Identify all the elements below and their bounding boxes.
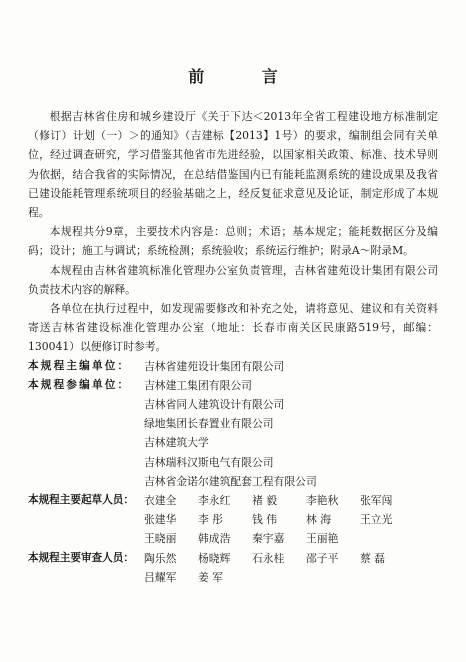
drafter-name: 李 彤: [198, 513, 224, 527]
reviewer-name: 吕耀军: [144, 570, 177, 584]
reviewers-label: 本规程主要审查人员：: [28, 551, 134, 564]
co-editor-org: 吉林省金诺尔建筑配套工程有限公司: [144, 474, 317, 488]
paragraph-contents: 本规程共分9章，主要技术内容是：总则；术语；基本规定；能耗数据区分及编码；设计；施工与调试；系统检测；系统验收；系统运行维护；附录A～附录M。: [28, 225, 438, 258]
reviewer-name: 邵子平: [306, 551, 339, 565]
co-editor-org: 绿地集团长春置业有限公司: [144, 417, 274, 431]
co-editors-label: 本规程参编单位：: [28, 378, 131, 391]
reviewer-name: 姜 军: [198, 570, 224, 584]
co-editor-org: 吉林建工集团有限公司: [144, 378, 252, 392]
drafter-name: 韩成浩: [198, 532, 231, 546]
chief-editor-org: 吉林省建苑设计集团有限公司: [144, 359, 285, 373]
chief-editor-row: [28, 357, 438, 376]
drafter-name: 王丽艳: [306, 532, 339, 546]
drafter-name: 张军闯: [360, 494, 393, 508]
drafter-name: 褚 毅: [252, 494, 278, 508]
drafter-name: 秦宇嘉: [252, 532, 285, 546]
co-editors-row: [28, 376, 438, 491]
drafter-name: 王晓丽: [144, 532, 177, 546]
paragraph-management: 本规程由吉林省建筑标准化管理办公室负责管理，吉林省建苑设计集团有限公司负责技术内容的解释。: [28, 263, 438, 296]
reviewer-name: 杨晓辉: [198, 551, 231, 565]
reviewer-name: 石永桂: [252, 551, 285, 565]
preface-body: [28, 107, 438, 587]
paragraph-mandate: 根据吉林省住房和城乡建设厅《关于下达＜2013年全省工程建设地方标准制定（修订）计划（一）＞的通知》（吉建标【2013】1号）的要求，编制组会同有关单位，经过调查研究，学习借鉴其他省市先进经验，以国家相关政策、标准、技术导则为依据，结合我省的实际情况，在总结借鉴国内已有能耗监测系统的建设成果及我省已建设能耗管理系统项目的经验基础之上，经反复征求意见及论证，制定形成了本规程。: [28, 110, 438, 220]
drafters-row: [28, 491, 438, 549]
page-title: 前 言: [188, 67, 304, 86]
reviewers-row: [28, 549, 438, 587]
co-editor-org: 吉林瑞科汉斯电气有限公司: [144, 455, 274, 469]
drafter-name: 李永红: [198, 494, 231, 508]
co-editor-org: 吉林省同人建筑设计有限公司: [144, 398, 285, 412]
drafter-name: 衣建全: [144, 494, 177, 508]
reviewer-name: 陶乐然: [144, 551, 177, 565]
chief-editor-label: 本规程主编单位：: [28, 359, 131, 372]
co-editor-org: 吉林建筑大学: [144, 436, 209, 450]
reviewers-list: [144, 549, 438, 587]
reviewer-name: 蔡 磊: [360, 551, 386, 565]
paragraph-feedback: 各单位在执行过程中，如发现需要修改和补充之处，请将意见、建议和有关资料寄送吉林省建设标准化管理办公室（地址：长春市南关区民康路519号，邮编：130041）以便修订时参考。: [28, 302, 438, 354]
drafter-name: 钱 伟: [252, 513, 278, 527]
drafter-name: 王立光: [360, 513, 393, 527]
drafters-list: [144, 491, 438, 549]
drafter-name: 张建华: [144, 513, 177, 527]
drafters-label: 本规程主要起草人员：: [28, 494, 134, 507]
drafter-name: 林 海: [306, 513, 332, 527]
co-editors-list: [144, 376, 438, 491]
drafter-name: 李艳秋: [306, 494, 339, 508]
